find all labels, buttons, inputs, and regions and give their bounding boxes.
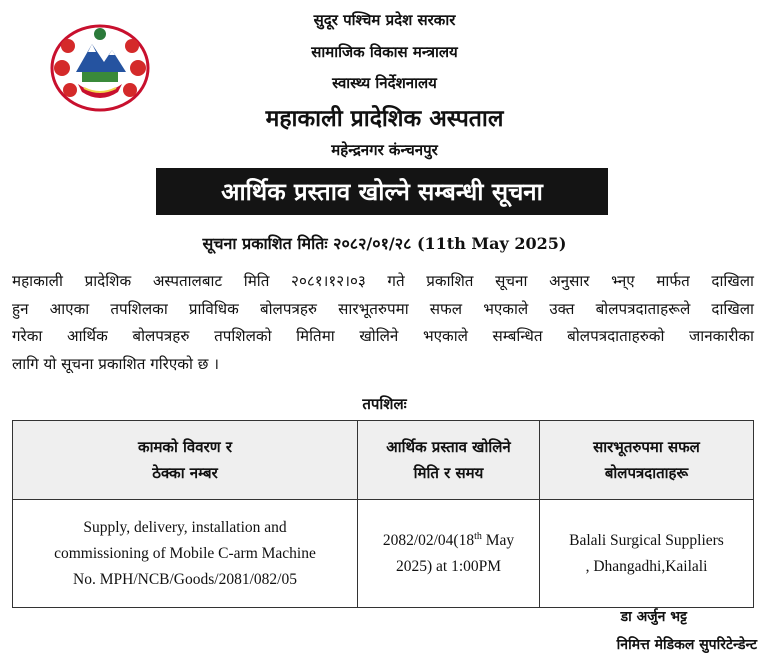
cell-bidder: Balali Surgical Suppliers , Dhangadhi,Kailali xyxy=(540,500,754,608)
directorate-line: स्वास्थ्य निर्देशनालय xyxy=(332,74,437,92)
table-header-row xyxy=(13,421,754,500)
notice-title-banner xyxy=(156,168,608,215)
body-line: हुन आएका तपशिलका प्राविधिक बोलपत्रहरु सारभूतरुपमा सफल भएकाले उक्त बोलपत्रदाताहरूले दाखिला xyxy=(12,299,754,318)
body-line: गरेका आर्थिक बोलपत्रहरु तपशिलको मितिमा खोलिने भएकाले सम्बन्धित बोलपत्रदाताहरुको जानकारीका xyxy=(12,327,754,345)
signatory-name: डा अर्जुन भट्ट xyxy=(620,609,687,625)
nepal-emblem-icon xyxy=(48,22,152,112)
header-successful-bidders: सारभूतरुपमा सफल बोलपत्रदाताहरू xyxy=(540,421,754,500)
cell-work-description: Supply, delivery, installation and commissioning of Mobile C-arm Machine No. MPH/NCB/Goods/2081/082/05 xyxy=(13,500,358,608)
published-date: सूचना प्रकाशित मितिः २०८२/०१/२८ (11th May 2025) xyxy=(202,234,567,253)
header-opening-date: आर्थिक प्रस्ताव खोलिने मिति र समय xyxy=(358,421,540,500)
tapasil-label: तपशिलः xyxy=(362,395,407,413)
hospital-name: महाकाली प्रादेशिक अस्पताल xyxy=(265,105,504,132)
cell-opening-date: 2082/02/04(18th May 2025) at 1:00PM xyxy=(358,500,540,608)
header-work-description: कामको विवरण र ठेक्का नम्बर xyxy=(13,421,358,500)
notice-title: आर्थिक प्रस्ताव खोल्ने सम्बन्धी सूचना xyxy=(221,177,543,206)
table-row xyxy=(13,500,754,608)
notice-body xyxy=(12,268,754,378)
details-table xyxy=(12,420,754,608)
hospital-address: महेन्द्रनगर कंन्चनपुर xyxy=(331,141,438,159)
signatory-title: निमित्त मेडिकल सुपरिटेन्डेन्ट xyxy=(616,637,757,653)
body-line: लागि यो सूचना प्रकाशित गरिएको छ । xyxy=(12,354,219,373)
body-line: महाकाली प्रादेशिक अस्पतालबाट मिति २०८१।१२।०३ गते प्रकाशित सूचना अनुसार भ्न्ए मार्फत दाखिला xyxy=(12,272,754,290)
ministry-line: सामाजिक विकास मन्त्रालय xyxy=(311,43,458,61)
government-line: सुदूर पश्चिम प्रदेश सरकार xyxy=(313,11,456,29)
